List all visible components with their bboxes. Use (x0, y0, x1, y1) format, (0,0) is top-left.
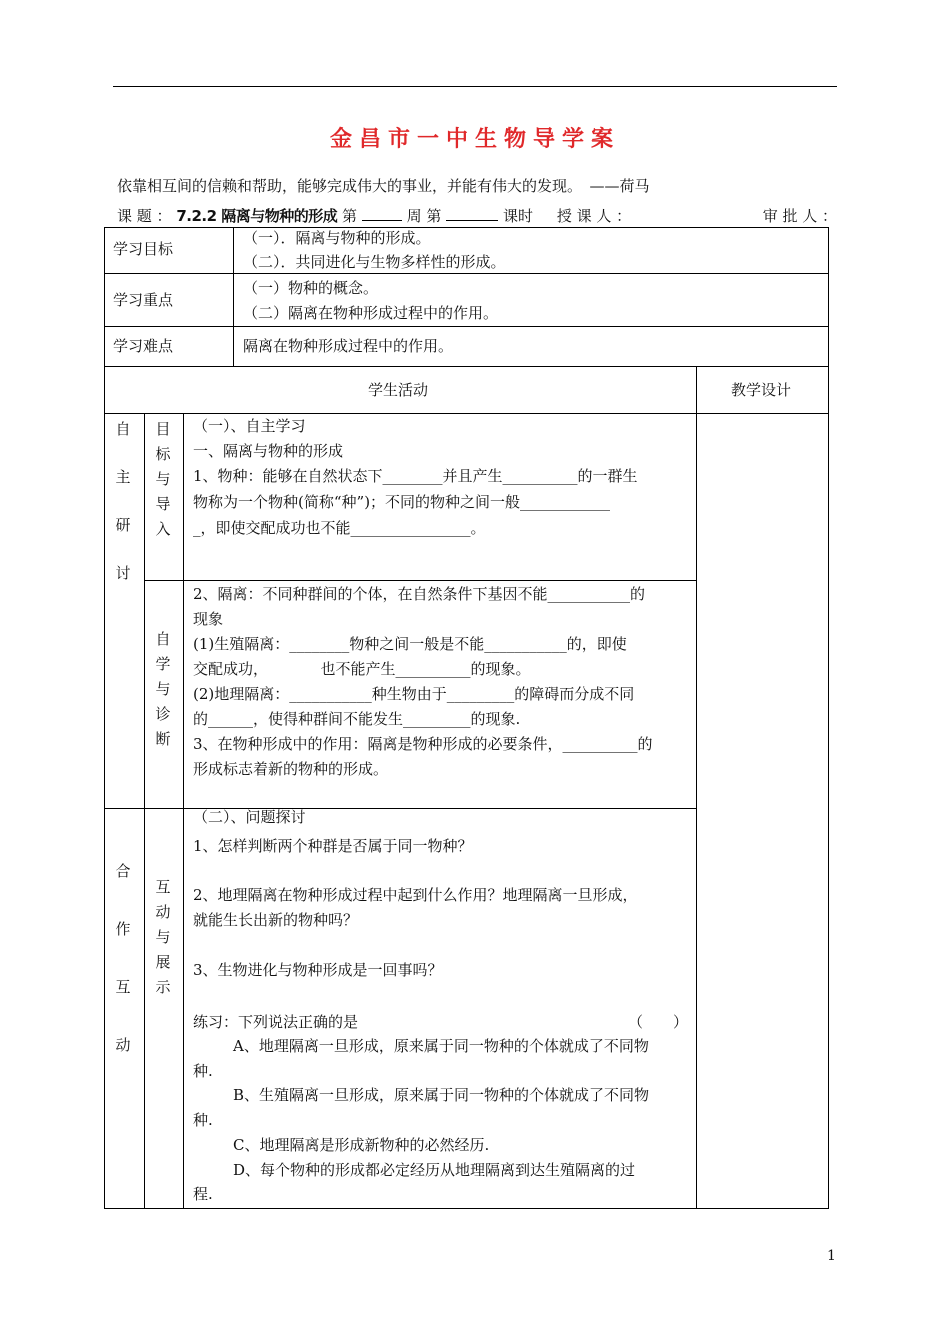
week-blank (362, 207, 402, 221)
course-info-line (117, 205, 837, 226)
goal-item-2: （二）．共同进化与生物多样性的形成。 (243, 253, 506, 271)
text-line: 一、隔离与物种的形成 (193, 442, 344, 460)
course-topic: 7.2.2 隔离与物种的形成 (176, 207, 338, 225)
discussion-heading: （二）、问题探讨 (193, 808, 306, 826)
page-title: 金昌市一中生物导学案 (329, 127, 620, 152)
text-line: 形成标志着新的物种的形成。 (193, 760, 389, 778)
option-c: C、地理隔离是形成新物种的必然经历. (233, 1136, 490, 1154)
sub-self-diagnosis-label: 自 学 与 诊 断 (155, 630, 171, 748)
week-prefix: 第 (342, 207, 358, 225)
difficulty-item: 隔离在物种形成过程中的作用。 (243, 337, 454, 355)
text-line: (1)生殖隔离：________物种之间一般是不能___________的，即使 (193, 635, 627, 653)
difficulty-label: 学习难点 (113, 337, 174, 355)
option-a-cont: 种. (193, 1062, 213, 1080)
question-3: 3、生物进化与物种形成是一回事吗？ (193, 961, 443, 979)
header-rule (113, 86, 837, 87)
period-suffix: 课时 (502, 207, 533, 225)
text-line: (2)地理隔离：___________种生物由于_________的障碍而分成不同 (193, 685, 635, 703)
goal-label: 学习目标 (113, 240, 174, 258)
text-line: 3、在物种形成中的作用：隔离是物种形成的必要条件，__________的 (193, 735, 653, 753)
section-cooperation-label: 合 作 互 动 (115, 862, 131, 1054)
option-a: A、地理隔离一旦形成，原来属于同一物种的个体就成了不同物 (233, 1037, 649, 1055)
practice-stem: 练习：下列说法正确的是 (193, 1013, 359, 1031)
text-line: 交配成功， 也不能产生__________的现象。 (193, 660, 531, 678)
reviewer-label: 审 批 人 ： (762, 207, 837, 225)
sub-goal-intro-label: 目 标 与 导 入 (155, 420, 171, 538)
question-2-cont: 就能生长出新的物种吗？ (193, 911, 359, 929)
key-item-1: （一）物种的概念。 (243, 279, 379, 297)
period-blank (446, 207, 498, 221)
section-self-study-label: 自 主 研 讨 (115, 420, 131, 582)
text-line: _，即使交配成功也不能________________。 (193, 519, 486, 537)
text-line: 的______，使得种群间不能发生_________的现象. (193, 710, 521, 728)
goal-item-1: （一）．隔离与物种的形成。 (243, 229, 431, 247)
option-d: D、每个物种的形成都必定经历从地理隔离到达生殖隔离的过 (233, 1161, 636, 1179)
question-2: 2、地理隔离在物种形成过程中起到什么作用？地理隔离一旦形成， (193, 886, 638, 904)
motto-quote: 依靠相互间的信赖和帮助，能够完成伟大的事业，并能有伟大的发现。 ——荷马 (117, 177, 650, 195)
text-line: 2、隔离：不同种群间的个体，在自然条件下基因不能___________的 (193, 585, 646, 603)
text-line: 物称为一个物种(简称“种”)；不同的物种之间一般____________ (193, 493, 611, 511)
text-line: 1、物种：能够在自然状态下________并且产生__________的一群生 (193, 467, 638, 485)
text-line: （一）、自主学习 (193, 417, 306, 435)
column-teaching-design: 教学设计 (731, 381, 792, 399)
question-1: 1、怎样判断两个种群是否属于同一物种？ (193, 837, 473, 855)
key-item-2: （二）隔离在物种形成过程中的作用。 (243, 304, 499, 322)
text-line: 现象 (193, 610, 224, 628)
key-label: 学习重点 (113, 291, 174, 309)
option-b: B、生殖隔离一旦形成，原来属于同一物种的个体就成了不同物 (233, 1086, 650, 1104)
week-suffix: 周 第 (406, 207, 442, 225)
course-label: 课 题 ： (117, 207, 172, 225)
column-student-activity: 学生活动 (368, 381, 429, 399)
answer-bracket: （ ） (628, 1013, 689, 1031)
page-number: 1 (827, 1248, 836, 1264)
option-b-cont: 种. (193, 1111, 213, 1129)
option-d-cont: 程. (193, 1185, 213, 1203)
teacher-label: 授 课 人 ： (556, 207, 632, 225)
sub-interaction-label: 互 动 与 展 示 (155, 878, 171, 996)
